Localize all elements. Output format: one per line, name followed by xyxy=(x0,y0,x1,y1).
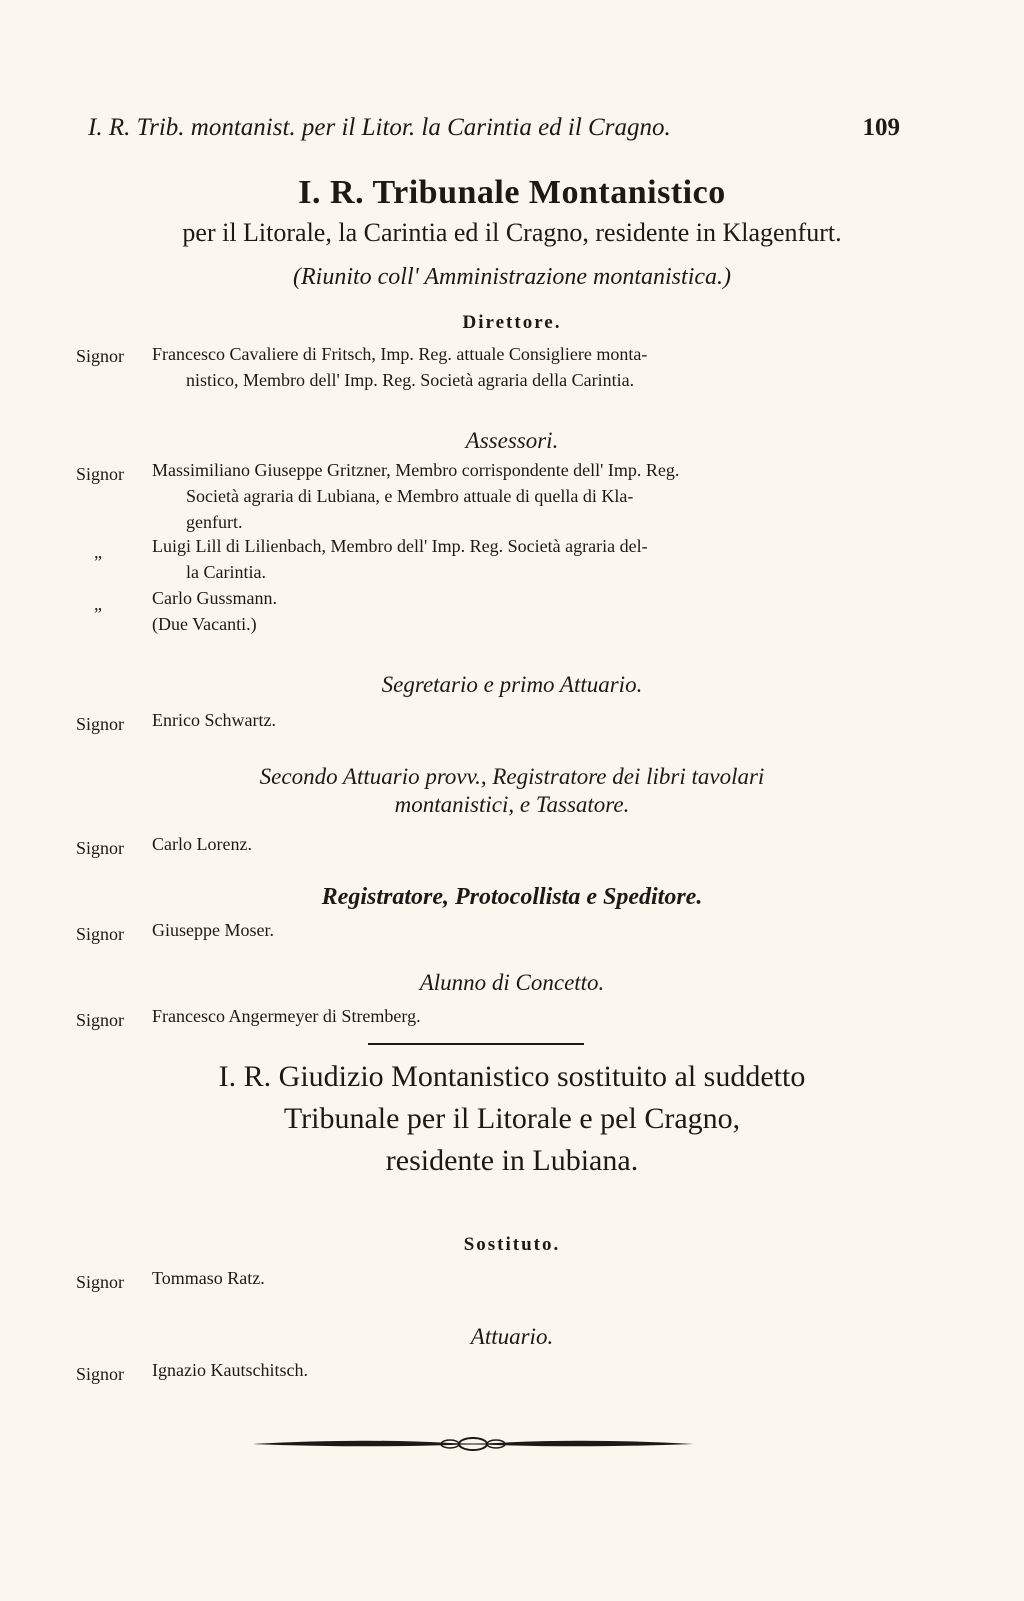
heading-segretario: Segretario e primo Attuario. xyxy=(381,672,643,697)
registratore-name: Giuseppe Moser. xyxy=(152,920,274,940)
running-head xyxy=(88,114,900,142)
direttore-line-1: Francesco Cavaliere di Fritsch, Imp. Reg. attuale Consigliere monta- xyxy=(152,344,648,364)
assessore-1-line-3: genfurt. xyxy=(186,512,243,532)
assessore-1-line-1: Massimiliano Giuseppe Gritzner, Membro corrispondente dell' Imp. Reg. xyxy=(152,460,680,480)
assessore-2-line-2: la Carintia. xyxy=(186,562,266,582)
heading-direttore: Direttore. xyxy=(462,312,562,333)
signor-label: Signor xyxy=(76,838,125,858)
section-divider xyxy=(368,1043,584,1045)
signor-label: Signor xyxy=(76,1010,125,1030)
sostituto-name: Tommaso Ratz. xyxy=(152,1268,265,1288)
signor-label: Signor xyxy=(76,1272,125,1292)
heading-assessori: Assessori. xyxy=(465,428,559,453)
assessore-3-line-1: Carlo Gussmann. xyxy=(152,588,277,608)
signor-label: Signor xyxy=(76,714,125,734)
section-title: I. R. Tribunale Montanistico xyxy=(298,174,726,211)
heading-registratore: Registratore, Protocollista e Speditore. xyxy=(321,884,703,910)
heading-secondo-line-2: montanistici, e Tassatore. xyxy=(394,792,630,817)
heading-secondo-line-1: Secondo Attuario provv., Registratore dei libri tavolari xyxy=(259,764,765,789)
heading-attuario: Attuario. xyxy=(470,1324,554,1349)
signor-label: Signor xyxy=(76,1364,125,1384)
section2-title-line-1: I. R. Giudizio Montanistico sostituito al suddetto xyxy=(218,1060,806,1093)
section-subtitle: per il Litorale, la Carintia ed il Cragno, residente in Klagenfurt. xyxy=(182,218,842,247)
alunno-name: Francesco Angermeyer di Stremberg. xyxy=(152,1006,421,1026)
signor-label: Signor xyxy=(76,346,125,366)
assessore-2-line-1: Luigi Lill di Lilienbach, Membro dell' Imp. Reg. Società agraria del- xyxy=(152,536,648,556)
ditto-mark: „ xyxy=(94,594,102,614)
attuario-name: Ignazio Kautschitsch. xyxy=(152,1360,308,1380)
page-number: 109 xyxy=(862,114,900,141)
section-note: (Riunito coll' Amministrazione montanistica.) xyxy=(293,264,731,290)
section2-title-line-3: residente in Lubiana. xyxy=(385,1144,639,1177)
signor-label: Signor xyxy=(76,464,125,484)
direttore-line-2: nistico, Membro dell' Imp. Reg. Società agraria della Carintia. xyxy=(186,370,635,390)
secondo-name: Carlo Lorenz. xyxy=(152,834,252,854)
assessore-3-line-2: (Due Vacanti.) xyxy=(152,614,257,634)
ornament-rule-icon xyxy=(250,1434,696,1454)
ditto-mark: „ xyxy=(94,542,102,562)
heading-alunno: Alunno di Concetto. xyxy=(419,970,605,995)
segretario-name: Enrico Schwartz. xyxy=(152,710,276,730)
assessore-1-line-2: Società agraria di Lubiana, e Membro attuale di quella di Kla- xyxy=(186,486,634,506)
running-head-title: I. R. Trib. montanist. per il Litor. la Carintia ed il Cragno. xyxy=(88,114,671,141)
signor-label: Signor xyxy=(76,924,125,944)
section2-title-line-2: Tribunale per il Litorale e pel Cragno, xyxy=(283,1102,741,1135)
heading-sostituto: Sostituto. xyxy=(463,1234,561,1255)
